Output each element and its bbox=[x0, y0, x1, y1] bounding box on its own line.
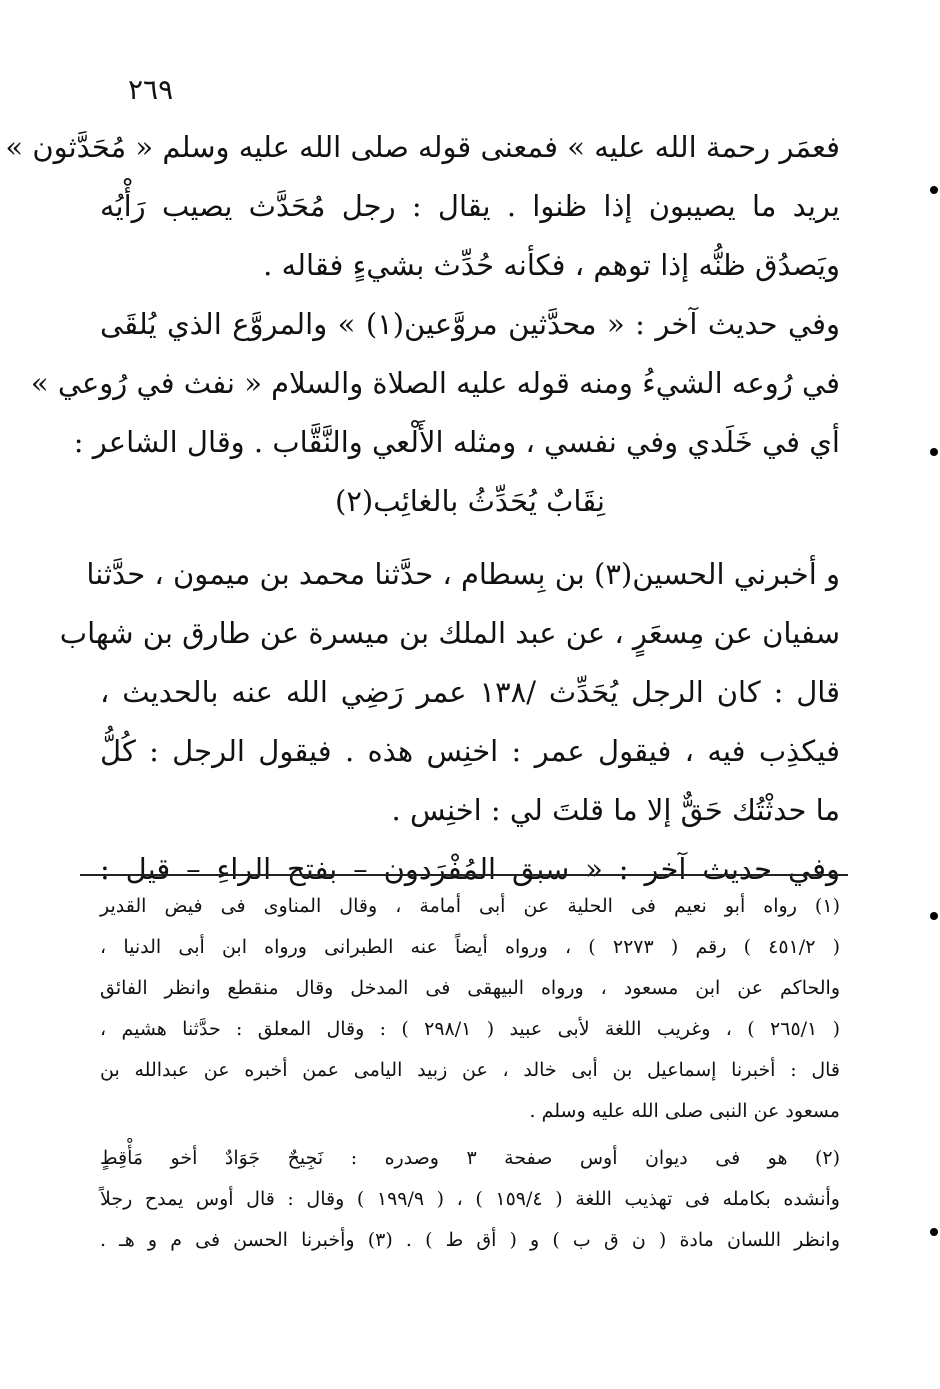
text-line: ما حدثْتُك حَقٌّ إلا ما قلتَ لي : اخنِس . bbox=[391, 793, 840, 827]
text-line: أي في خَلَدي وفي نفسي ، ومثله الأَلْعي والنَّقَّاب . وقال الشاعر : bbox=[73, 425, 840, 459]
text-line: فعمَر رحمة الله عليه » فمعنى قوله صلى الله عليه وسلم « مُحَدَّثون » bbox=[5, 130, 840, 164]
text-line: فيكذِب فيه ، فيقول عمر : اخنِس هذه . فيقول الرجل : كُلُّ bbox=[100, 734, 840, 768]
page-number: ٢٦٩ bbox=[128, 73, 174, 106]
footnote-line: وأنشده بكامله فى تهذيب اللغة ( ١٥٩/٤ ) ، ( ١٩٩/٩ ) وقال : قال أوس يمدح رجلاً bbox=[100, 1188, 840, 1210]
main-text bbox=[5, 118, 841, 899]
footnote-line: وانظر اللسان مادة ( ن ق ب ) و ( أق ط ) . (٣) وأخبرنا الحسن فى م و هـ . bbox=[100, 1229, 840, 1251]
text-line: يريد ما يصيبون إذا ظنوا . يقال : رجل مُحَدَّث يصيب رَأْيُه bbox=[100, 189, 840, 223]
margin-mark bbox=[930, 912, 938, 920]
footnote-line: ( ٢٦٥/١ ) ، وغريب اللغة لأبى عبيد ( ٢٩٨/١ ) : وقال المعلق : حدَّثنا هشيم ، bbox=[100, 1018, 841, 1040]
footnote-line: مسعود عن النبى صلى الله عليه وسلم . bbox=[529, 1100, 840, 1122]
text-line: و أخبرني الحسين(٣) بن بِسطام ، حدَّثنا محمد بن ميمون ، حدَّثنا bbox=[86, 557, 840, 591]
text-line: ويَصدُق ظنُّه إذا توهم ، فكأنه حُدِّث بشيءٍ فقاله . bbox=[263, 248, 840, 282]
footnote-line: ( ٤٥١/٢ ) رقم ( ٢٢٧٣ ) ، ورواه أيضاً عنه الطبرانى ورواه ابن أبى الدنيا ، bbox=[100, 936, 841, 958]
footnote-line: (٢) هو فى ديوان أوس صفحة ٣ وصدره : نَجِيحٌ جَوَادٌ أخو مَأْقِطٍ bbox=[100, 1147, 841, 1169]
margin-mark bbox=[930, 186, 938, 194]
verse-line: نِقَابٌ يُحَدِّثُ بالغائِب(٢) bbox=[335, 484, 605, 518]
footnote-divider bbox=[80, 874, 848, 876]
footnote-line: (١) رواه أبو نعيم فى الحلية عن أبى أمامة ، وقال المناوى فى فيض القدير bbox=[100, 895, 840, 917]
footnote-line: قال : أخبرنا إسماعيل بن أبى خالد ، عن زبيد اليامى عمن أخبره عن عبدالله بن bbox=[100, 1059, 840, 1081]
text-line: سفيان عن مِسعَرٍ ، عن عبد الملك بن ميسرة عن طارق بن شهاب bbox=[59, 616, 840, 650]
text-line: قال : كان الرجل يُحَدِّث /١٣٨ عمر رَضِي الله عنه بالحديث ، bbox=[100, 675, 841, 709]
text-line: وفي حديث آخر : « محدَّثين مروَّعين(١) » والمروَّع الذي يُلقَى bbox=[100, 307, 841, 341]
margin-mark bbox=[930, 1228, 938, 1236]
footnote-line: والحاكم عن ابن مسعود ، ورواه البيهقى فى المدخل وقال منقطع وانظر الفائق bbox=[100, 977, 840, 999]
text-line: وفي حديث آخر : « سبق المُفْرَدون – بفتح الراءِ – قيل : bbox=[100, 852, 840, 886]
margin-mark bbox=[930, 448, 938, 456]
text-line: في رُوعه الشيءُ ومنه قوله عليه الصلاة والسلام « نفث في رُوعي » bbox=[30, 366, 840, 400]
footnotes bbox=[100, 886, 840, 1261]
